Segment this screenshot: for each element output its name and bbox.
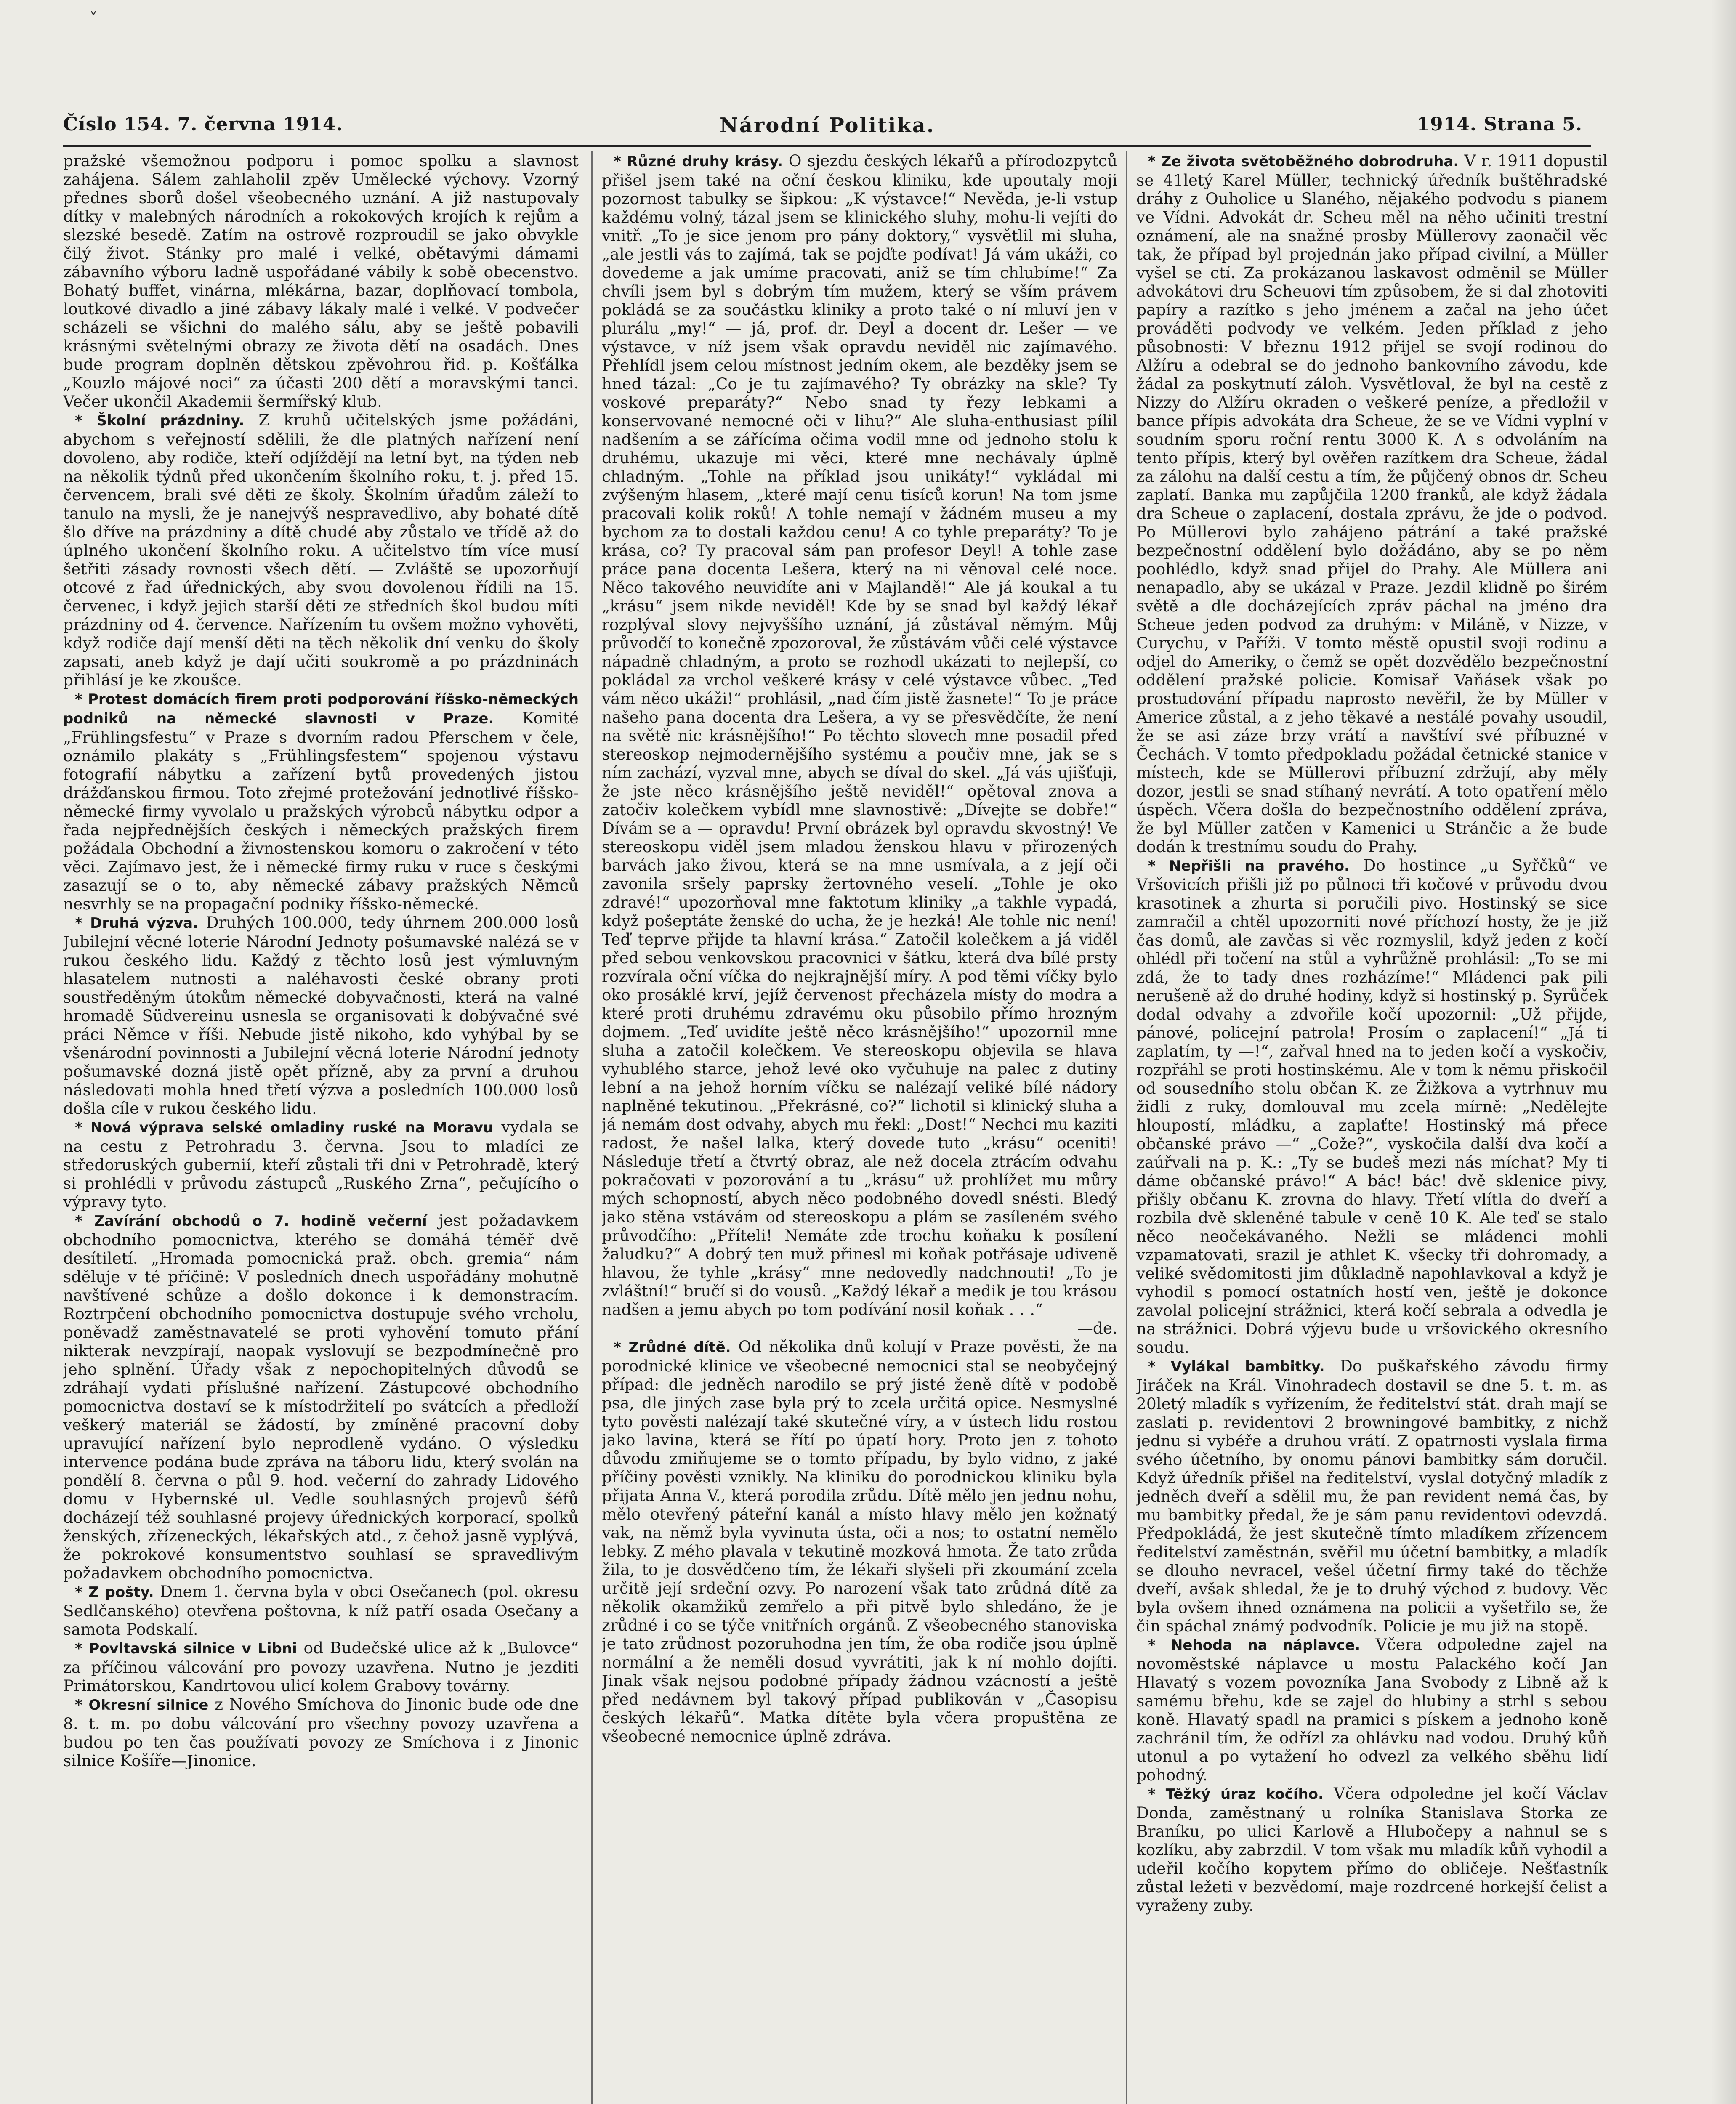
article-paragraph [63, 1639, 579, 1695]
column-3 [1136, 151, 1608, 2104]
article-paragraph [63, 689, 579, 913]
column-divider [1126, 151, 1127, 2104]
article-text: Komité „Frühlingsfestu“ v Praze s dvorním radou Pferschem v čele, oznámilo plakáty s „Frühlingsfestem“ spojenou výstavu fotografií nábytku a zařízení bytů provedených jistou drážďanskou firmou. Toto zřejmé protežování jednotlivé říšsko-německé firmy vyvolalo u pražských výrobců nábytku odpor a řada nejpřednějších českých i německých pražských firem požádala Obchodní a živnostenskou komoru o zakročení v této věci. Zajímavo jest, že i německé firmy ruku v ruce s českými zasazují se o to, aby německé zábavy pražských Němců nesvrhly se na propagační podniky říšsko-německé. [63, 709, 579, 913]
article-headline: * Z pošty. [75, 1584, 154, 1601]
article-text: Od několika dnů kolují v Praze pověsti, že na porodnické klinice ve všeobecné nemocnici stal se neobyčejný případ: dle jedněch narodilo se prý jisté ženě dítě v podobě psa, dle jiných zase byla prý to zcela určitá opice. Nesmyslné tyto pověsti nalézají také skutečné víry, a v ústech lidu rostou jako lavina, která se řítí po úpatí hory. Proto jen z tohoto důvodu zmiňujeme se o tomto případu, by bylo vidno, z jaké příčiny pověsti vznikly. Na kliniku do porodnickou kliniku byla přijata Anna V., která porodila zrůdu. Dítě mělo jen jednu nohu, mělo otevřený páteřní kanál a místo hlavy mělo jen kožnatý vak, na němž byla vyvinuta ústa, oči a nos; to ostatní nemělo lebky. Z mého plavala v tekutině mozková hmota. Že tato zrůda žila, to je dosvědčeno tím, že lékaři slyšeli při zkoumání zcela určitě její srdeční ozvy. Po narození však tato zrůdná dítě za několik okamžiků zemřelo a při pitvě bylo shledáno, že je zrůdné i co se týče vnitřních orgánů. Z všeobecného stanoviska je tato zrůdnost pozoruhodna jen tím, že oba rodiče jsou úplně normální a že neměli dosud vyvrátiti, jak k ní mohlo dojíti. Jinak však nejsou podobné případy žádnou vzácností a ještě před nedávnem byl takový případ publikován v „Časopisu českých lékařů“. Matka dítěte byla včera propuštěna ze všeobecné nemocnice úplně zdráva. [602, 1337, 1117, 1745]
article-headline: * Školní prázdniny. [75, 412, 245, 429]
column-1 [63, 151, 579, 2104]
article-text: O sjezdu českých lékařů a přírodozpytců přišel jsem také na oční českou kliniku, kde upoutaly moji pozornost tabulky se šipkou: „K výstavce!“ Nevěda, je-li vstup každému volný, tázal jsem se klinického sluhy, mohu-li vejíti do vnitř. „To je sice jenom pro pány doktory,“ vysvětlil mi sluha, „ale jestli vás to zajímá, tak se pojďte podívat! Já vám ukáži, co dovedeme a jak umíme pracovati, aniž se tím chlubíme!“ Za chvíli jsem byl s dobrým tím mužem, který se vším právem pokládá se za součástku kliniky a proto také o ní mluví jen v plurálu „my!“ — já, prof. dr. Deyl a docent dr. Lešer — ve výstavce, v níž jsem však opravdu neviděl nic zajímavého. Přehlídl jsem celou místnost jedním okem, ale bezděky jsem se hned tázal: „Co je tu zajímavého? Ty obrázky na skle? Ty voskové preparáty?“ Nebo snad ty řezy lebkami a konservované nemocné oči v lihu?“ Ale sluha-enthusiast pílil nadšením a se zářícíma očima vodil mne od jednoho stolu k druhému, ukazuje mi věci, které mne nechávaly úplně chladným. „Tohle na příklad jsou unikáty!“ vykládal mi zvýšeným hlasem, „které mají cenu tisíců korun! Na tom jsme pracovali kolik roků! A tohle nemají v žádném museu a my bychom za to dostali každou cenu! A co tyhle preparáty? To je krása, co? Ty pracoval sám pan profesor Deyl! A tohle zase práce pana docenta Lešera, který na ni věnoval celé noce. Něco takového neuvidíte ani v Majlandě!“ Ale já koukal a tu „krásu“ jsem nikde neviděl! Kde by se snad byl každý lékař rozplýval slovy nejvyššího uznání, já zůstával němým. Můj průvodčí to konečně zpozoroval, že zůstávám vůči celé výstavce nápadně chladným, a proto se rozhodl ukázati to nejlepší, co pokládal za vrchol veškeré krásy v celé výstavce vůbec. „Teď vám něco ukáži!“ prohlásil, „nad čím jistě žasnete!“ To je práce našeho pana docenta dra Lešera, a vy se přesvědčíte, že není na světě nic krásnějšího!“ Po těchto slovech mne posadil před stereoskop nejmodernějšího systému a poučiv mne, jak se s ním zachází, vyzval mne, abych se díval do skel. „Já vás ujišťuji, že jste něco krásnějšího ještě neviděl!“ opětoval znova a zatočiv kolečkem vybídl mne slavnostivě: „Dívejte se dobře!“ Dívám se a — opravdu! První obrázek byl opravdu skvostný! Ve stereoskopu viděl jsem mladou ženskou hlavu v přirozených barvách jako živou, která se na mne usmívala, a z její oči zavonila sršely paprsky žertovného veselí. „Tohle je oko zdravé!“ upozorňoval mne faktotum kliniky „a takhle vypadá, když pošeptáte ženské do ucha, že je hezká! Ale tohle nic není! Teď teprve přijde ta hlavní krása.“ Zatočil kolečkem a já viděl před sebou venkovskou pracovnici v šátku, která dva bílé prsty rozvírala oční víčka do nejkrajnější míry. A pod těmi víčky bylo oko prosáklé krví, jejíž červenost přecházela místy do modra a které proti druhému zdravému oku působilo přímo hrozným dojmem. „Teď uvidíte ještě něco krásnějšího!“ upozornil mne sluha a zatočil kolečkem. Ve stereoskopu objevila se hlava vyhublého starce, jehož levé oko vyčuhuje na palec z dutiny lební a na jehož horním víčku se nalézají veliké bílé nádory naplněné tekutinou. „Překrásné, co?“ lichotil si klinický sluha a já nemám dost odvahy, abych mu řekl: „Dost!“ Nechci mu kaziti radost, že našel lalka, který dovede tuto „krásu“ oceniti! Následuje třetí a čtvrtý obraz, ale než docela ztrácím odvahu pokračovati v pozorování a tu „krásu“ už prohlížet mu můry mých schopností, abych něco podobného dovedl snésti. Bledý jako stěna vstávám od stereoskopu a plám se zasíleném svého průvodčího: „Příteli! Nemáte zde trochu koňaku k posílení žaludku?“ A dobrý ten muž přinesl mi koňak potřásaje udiveně hlavou, že tyhle „krásy“ mne nedovedly nadchnouti! „To je zvláštní!“ bručí si do vousů. „Každý lékař a medik je tou krásou nadšen a jemu abych po tom podívání nosil koňak . . .“ [602, 151, 1117, 1319]
article-headline: * Vylákal bambitky. [1148, 1358, 1325, 1375]
article-headline: * Nehoda na náplavce. [1148, 1637, 1361, 1654]
article-text: Dnem 1. června byla v obci Osečanech (pol. okresu Sedlčanského) otevřena poštovna, k níž patří osada Osečany a samota Podskalí. [63, 1582, 579, 1639]
page-header [63, 114, 1582, 143]
article-headline: * Těžký úraz kočího. [1148, 1786, 1324, 1803]
article-paragraph [63, 1695, 579, 1770]
article-text: pražské všemožnou podporu i pomoc spolku a slavnost zahájena. Sálem zahlaholil zpěv Umělecké výchovy. Vzorný přednes sborů došel všeobecného uznání. A již nastupovaly dítky v malebných národních a rokokových krojích k rejům a slezské besedě. Zatím na ostrově rozproudil se jako obvykle čilý život. Stánky pro malé i velké, obětavými dámami zábavního výboru ladně uspořádané vábily k sobě obecenstvo. Bohatý buffet, vinárna, mlékárna, bazar, doplňovací tombola, loutkové divadlo a jiné zábavy lákaly malé i velké. V podvečer scházeli se všichni do malého sálu, aby se ještě pobavili krásnými světelnými obrazy ze života dětí na osadách. Dnes bude program doplněn dětskou zpěvohrou řid. p. Košťálka „Kouzlo májové noci“ za účasti 200 dětí a moravskými tanci. Večer ukončil Akademii šermířský klub. [63, 151, 579, 411]
article-headline: * Nová výprava selské omladiny ruské na Moravu [75, 1119, 494, 1136]
column-2 [602, 151, 1117, 2104]
article-paragraph [63, 1211, 579, 1582]
article-paragraph [63, 411, 579, 689]
article-headline: * Zavírání obchodů o 7. hodině večerní [75, 1213, 427, 1230]
article-text: Do hostince „u Syřčků“ ve Vršovicích přišli již po půlnoci tři kočové v průvodu dvou krasotinek a zhurta si poručili pivo. Hostinský se sice zamračil a chtěl upozorniti nové příchozí hosty, že je již čas domů, ale zavčas si věc rozmyslil, když jeden z kočí ohlédl při točení na stůl a vyhrůžně prohlásil: „To se mi zdá, že to tady dnes rozházíme!“ Mládenci pak pili nerušeně až do druhé hodiny, když si hostinský p. Syrůček dodal odvahy a zdvořile kočí upozornil: „Už přijde, pánové, policejní patrola! Prosím o zaplacení!“ „Já ti zaplatím, ty —!“, zařval hned na to jeden kočí a vyskočiv, rozpřáhl se proti hostinskému. Ale v tom k němu přiskočil od sousedního stolu občan K. ze Žižkova a vytrhnuv mu židli z ruky, domlouval mu zcela mírně: „Nedělejte hloupostí, mládku, a zaplaťte! Hostinský má přece občanské právo —“ „Cože?“, vyskočila další dva kočí a zaúřvali na p. K.: „Ty se budeš mezi nás míchat? My ti dáme občanské právo!“ A bác! bác! dvě sklenice pivy, přišly občanu K. zrovna do hlavy. Třetí vlítla do dveří a rozbila dvě skleněné tabule v ceně 10 K. Ale teď se stalo něco neočekávaného. Nežli se mládenci mohli vzpamatovati, srazil je athlet K. všecky tři dohromady, a veliké svědomitosti jim důkladně napohlavkoval a když je vyhodil s pomocí ostatních hostí ven, ještě je dokonce zavolal policejní strážnici, která kočí sebrala a odvedla je na strážnici. Dobrá výjevu bude u vršovického okresního soudu. [1136, 856, 1608, 1357]
article-text: Včera odpoledne jel kočí Václav Donda, zaměstnaný u rolníka Stanislava Storka ze Braníku, po ulici Karlově a Hlubočepy a nahnul se s kozlíku, aby zabrzdil. V tom však mu mladík kůň vyhodil a udeřil kočího kopytem přímo do obličeje. Nešťastník zůstal ležeti v bezvědomí, maje rozdrcené horkejší čelist a vyraženy zuby. [1136, 1784, 1608, 1915]
page-number: 1914. Strana 5. [1417, 114, 1582, 135]
article-paragraph [63, 913, 579, 1118]
article-paragraph [1136, 1357, 1608, 1635]
article-headline: * Ze života světoběžného dobrodruha. [1148, 153, 1459, 170]
article-paragraph [63, 1582, 579, 1639]
article-headline: * Povltavská silnice v Libni [75, 1640, 297, 1657]
article-paragraph [602, 151, 1117, 1319]
article-text: V r. 1911 dopustil se 41letý Karel Müller, technický úředník buštěhradské dráhy z Ouholice u Slaného, nějakého podvodu s pianem ve Vídni. Advokát dr. Scheu měl na něho učiniti trestní oznámení, ale na snažné prosby Müllerovy zaonačil věc tak, že případ byl projednán jako případ civilní, a Müller vyšel se ctí. Za prokázanou laskavost odměnil se Müller advokátovi dru Scheuovi tím způsobem, že si dal zhotoviti papíry a razítko s jeho jménem a začal na jeho účet prováděti podvody ve velkém. Jeden příklad z jeho působnosti: V březnu 1912 přijel se svojí rodinou do Alžíru a odebral se do jednoho bankovního závodu, kde žádal za poskytnutí záloh. Vysvětloval, že byl na cestě z Nizzy do Alžíru okraden o veškeré peníze, a předložil v bance přípis advokáta dra Scheue, že se ve Vídni vyplní v soudním sporu roční rentu 3000 K. A s odvoláním na tento přípis, který byl ověřen razítkem dra Scheue, žádal za zálohu na další cestu a tím, že půjčený obnos dr. Scheu zaplatí. Banka mu zapůjčila 1200 franků, ale když žádala dra Scheue o zaplacení, dostala zprávu, že jde o podvod. Po Müllerovi bylo zahájeno pátrání a také pražské bezpečnostní oddělení bylo dožádáno, aby se po něm poohlédlo, když snad přijel do Prahy. Ale Müllera ani nenapadlo, aby se ukázal v Praze. Jezdil klidně po širém světě a dle docházejících zpráv páchal na jméno dra Scheue jeden podvod za druhým: v Miláně, v Nizze, v Curychu, v Paříži. V tomto městě opustil svoji rodinu a odjel do Ameriky, o čemž se opět dozvědělo bezpečnostní oddělení pražské policie. Komisař Vaňásek však po prostudování případu naprosto nevěřil, že by Müller v Americe zůstal, a z jeho těkavé a nestálé povahy usoudil, že se asi záze brzy vrátí a navštíví své příbuzné v Čechách. V tomto předpokladu požádal četnické stanice v místech, kde se Müllerovi příbuzní zdržují, aby měly dozor, jestli se snad stíhaný nevrátí. A toto opatření mělo úspěch. Včera došla do bezpečnostního oddělení zpráva, že byl Müller zatčen v Kamenici u Stránčic a že bude dodán k trestnímu soudu do Prahy. [1136, 151, 1608, 856]
article-headline: * Protest domácích firem proti podporování říšsko-německých podniků na německé slavnosti v Praze. [63, 691, 579, 727]
column-divider [591, 151, 593, 2104]
article-headline: * Nepřišli na pravého. [1148, 858, 1350, 874]
article-text: od Budečské ulice až k „Bulovce“ za příčinou válcování pro povozy uzavřena. Nutno je jezditi Primátorskou, Kandrtovou ulicí kolem Grabovy továrny. [63, 1639, 579, 1695]
article-paragraph [1136, 856, 1608, 1357]
article-paragraph [602, 1337, 1117, 1745]
scan-mark-icon: ˅ [89, 9, 98, 29]
article-paragraph [63, 151, 579, 411]
article-paragraph [1136, 151, 1608, 856]
article-headline: * Okresní silnice [75, 1697, 209, 1713]
article-text: Druhých 100.000, tedy úhrnem 200.000 losů Jubilejní věcné loterie Národní Jednoty pošumavské nalézá se v rukou českého lidu. Každý z těchto losů jest výmluvným hlasatelem nutnosti a naléhavosti české obrany proti soustředěným útokům německé dobyvačnosti, která na valné hromadě Südvereinu usnesla se organisovati k dobývačné své práci Němce v říši. Nebude jistě nikoho, kdo vyhýbal by se všenárodní povinnosti a Jubilejní věcná loterie Národní jednoty pošumavské dozná jistě opět přízně, aby za první a druhou následovati mohla hned třetí výzva a posledních 100.000 losů došla cíle v rukou českého lidu. [63, 913, 579, 1118]
article-text: jest požadavkem obchodního pomocnictva, kterého se domáhá téměř dvě desítiletí. „Hromada pomocnická praž. obch. gremia“ nám sděluje v té příčině: V posledních dnech uspořádány mohutně navštívené schůze a došlo dokonce i k demonstracím. Roztrpčení obchodního pomocnictva dostupuje svého vrcholu, poněvadž zaměstnavatelé se proti vyhovění tomuto přání nikterak nevzpírají, naopak vyslovují se bezpodmínečně pro jeho splnění. Úřady však z nepochopitelných důvodů se zdráhají vydati příslušné nařízení. Zástupcové obchodního pomocnictva dostaví se k místodržitelí po svátcích a předloží veškerý materiál se žádostí, by zmíněné pracovní doby upravující nařízení bylo neprodleně vydáno. O výsledku intervence podána bude zpráva na táboru lidu, který svolán na pondělí 8. června o půl 9. hod. večerní do zahrady Lidového domu v Hybernské ul. Vedle souhlasných projevů šéfů docházejí též souhlasné projevy úřednických korporací, spolků ženských, zřízeneckých, lékařských atd., z čehož jasně vyplývá, že pokrokové konsumentstvo souhlasí se spravedlivým požadavkem obchodního pomocnictva. [63, 1211, 579, 1582]
article-headline: * Různé druhy krásy. [614, 153, 783, 170]
article-text: z Nového Smíchova do Jinonic bude ode dne 8. t. m. po dobu válcování pro všechny povozy uzavřena a budou po ten čas používati povozy ze Smíchova i z Jinonic silnice Košíře—Jinonice. [63, 1695, 579, 1770]
article-text: Včera odpoledne zajel na novoměstské náplavce u mostu Palackého kočí Jan Hlavatý s vozem povozníka Jana Svobody z Libně až k samému břehu, kde se zajel do hlubiny a strhl s sebou koně. Hlavatý spadl na pramici s pískem a jednoho koně zachránil tím, že odřízl za ohlávku nad vodou. Druhý kůň utonul a po vytažení ho odvezl za velkého sběhu lidí pohodný. [1136, 1635, 1608, 1784]
header-rule [63, 145, 1591, 147]
article-signature: —de. [1077, 1319, 1117, 1337]
article-paragraph [1136, 1635, 1608, 1784]
article-text: Do puškařského závodu firmy Jiráček na Král. Vinohradech dostavil se dne 5. t. m. as 20letý mladík s vyřízením, že ředitelství stát. drah mají se zaslati p. revidentovi 2 browningové bambitky, z nichž jednu si vybéře a druhou vrátí. Z opatrnosti vyslala firma svého účetního, by onomu pánovi bambitky sám doručil. Když úředník přišel na ředitelství, vyslal dotyčný mladík z jedněch dveří a sdělil mu, že pan revident nemá čas, by mu bambitky předal, že je sám panu revidentovi odevzdá. Předpokládá, že jest skutečně tímto mladíkem zřízencem ředitelství zaměstnán, svěřil mu účetní bambitky, a mladík se dlouho nevracel, vešel účetní firmy také do těchže dveří, avšak shledal, že je to druhý východ z budovy. Věc byla ovšem ihned oznámena na policii a vyšetřilo se, že čin spáchal známý podvodník. Policie je mu již na stopě. [1136, 1357, 1608, 1635]
masthead-title: Národní Politika. [720, 114, 935, 137]
article-paragraph [63, 1118, 579, 1211]
article-text: vydala se na cestu z Petrohradu 3. června. Jsou to mladíci ze středoruských gubernií, kteří zůstali tři dni v Petrohradě, který si prohlédli v průvodu zástupců „Ruského Zrna“, pečujícího o výpravy tyto. [63, 1118, 579, 1211]
issue-line: Číslo 154. 7. června 1914. [63, 114, 343, 135]
article-headline: * Zrůdné dítě. [614, 1339, 731, 1356]
article-text: Z kruhů učitelských jsme požádáni, abychom s veřejností sdělili, že dle platných nařízení není dovoleno, aby rodiče, kteří odjíždějí na letní byt, na týden neb na několik týdnů před ukončením školního roku, t. j. před 15. červencem, brali své děti ze školy. Školním úřadům záleží to tanulo na mysli, že je nanejvýš nespravedlivo, aby bohaté dítě šlo dříve na prázdniny a dítě chudé aby zůstalo ve třídě až do úplného ukončení školního roku. A učitelstvo tím více musí šetřiti zásady rovnosti všech dětí. — Zvláště se upozorňují otcové z řad úřednických, aby svou dovolenou řídili na 15. červenec, i když jejich starší děti ze středních škol budou míti prázdniny od 4. července. Nařízením tu ovšem možno vyhověti, když rodiče dají menší děti na těch několik dní venku do školy zapsati, aneb když je dají učiti soukromě a po prázdninách přihlásí je ke zkoušce. [63, 411, 579, 689]
article-paragraph [1136, 1784, 1608, 1915]
article-headline: * Druhá výzva. [75, 915, 199, 932]
